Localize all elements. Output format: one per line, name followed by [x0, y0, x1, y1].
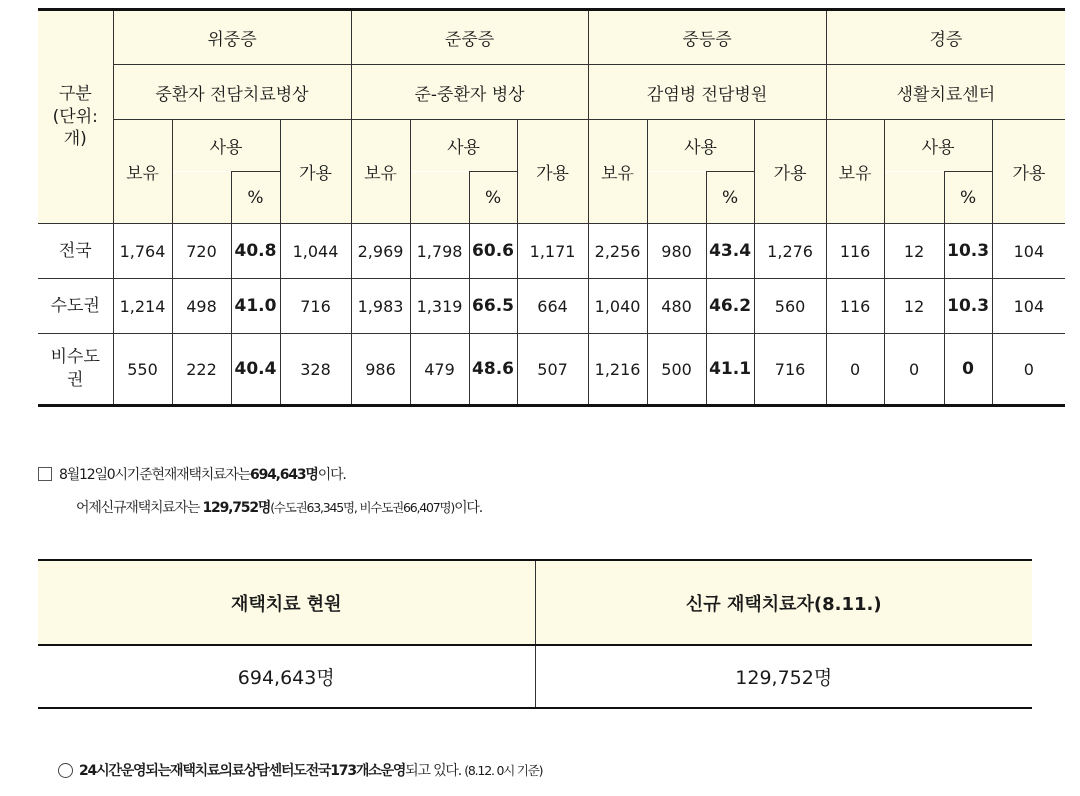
value-current-patients: 694,643명 — [38, 645, 535, 708]
table-cell: 1,983 — [351, 279, 410, 334]
table-cell: 2,256 — [588, 224, 647, 279]
header-current-patients: 재택치료 현원 — [38, 560, 535, 645]
note-new-label: 어제신규재택치료자는 — [76, 500, 200, 516]
table-cell: 40.4 — [231, 334, 280, 406]
col-pct: % — [469, 172, 517, 224]
table-cell: 10.3 — [944, 224, 992, 279]
table-cell: 1,171 — [517, 224, 588, 279]
table-cell: 1,216 — [588, 334, 647, 406]
table-cell: 500 — [647, 334, 706, 406]
col-avail: 가용 — [992, 120, 1065, 224]
notes-block — [38, 464, 482, 517]
col-avail: 가용 — [754, 120, 826, 224]
table-cell: 41.0 — [231, 279, 280, 334]
col-used-count-spacer — [410, 172, 469, 224]
col-hold: 보유 — [588, 120, 647, 224]
col-used-count-spacer — [647, 172, 706, 224]
table-cell: 0 — [992, 334, 1065, 406]
group-label-cell: 구분 (단위: 개) — [38, 10, 113, 224]
col-hold: 보유 — [351, 120, 410, 224]
table-cell: 40.8 — [231, 224, 280, 279]
table-cell: 720 — [172, 224, 231, 279]
table-cell: 1,214 — [113, 279, 172, 334]
table-cell: 66.5 — [469, 279, 517, 334]
severity-header-mild: 경증 — [826, 10, 1065, 65]
region-label: 수도권 — [38, 279, 113, 334]
note-line-new — [38, 497, 482, 517]
table-cell: 41.1 — [706, 334, 754, 406]
footer-rest-text: 되고 있다. — [405, 763, 461, 779]
table-cell: 222 — [172, 334, 231, 406]
facility-header-semi-icu: 준-중환자 병상 — [351, 65, 588, 120]
table-cell: 60.6 — [469, 224, 517, 279]
table-cell: 498 — [172, 279, 231, 334]
table-cell: 2,969 — [351, 224, 410, 279]
col-used: 사용 — [172, 120, 280, 172]
facility-header-icu: 중환자 전담치료병상 — [113, 65, 351, 120]
table-cell: 1,040 — [588, 279, 647, 334]
value-new-patients: 129,752명 — [535, 645, 1032, 708]
table-cell: 43.4 — [706, 224, 754, 279]
table-cell: 1,798 — [410, 224, 469, 279]
note-line2-end: 이다. — [454, 500, 482, 516]
footer-bold-text: 24시간운영되는재택치료의료상담센터도전국173개소운영 — [79, 763, 406, 779]
table-cell: 1,764 — [113, 224, 172, 279]
facility-header-hospital: 감염병 전담병원 — [588, 65, 826, 120]
table-cell: 560 — [754, 279, 826, 334]
table-row — [38, 334, 1065, 406]
table-cell: 479 — [410, 334, 469, 406]
col-used: 사용 — [647, 120, 754, 172]
facility-header-center: 생활치료센터 — [826, 65, 1065, 120]
col-hold: 보유 — [113, 120, 172, 224]
table-cell: 1,319 — [410, 279, 469, 334]
home-treatment-table — [38, 559, 1032, 709]
table-cell: 1,044 — [280, 224, 351, 279]
col-pct: % — [231, 172, 280, 224]
table-cell: 104 — [992, 224, 1065, 279]
severity-header-moderate: 중등증 — [588, 10, 826, 65]
table-cell: 116 — [826, 224, 884, 279]
note-line-current — [38, 464, 482, 484]
col-avail: 가용 — [517, 120, 588, 224]
checkbox-icon — [38, 467, 52, 481]
table-cell: 716 — [280, 279, 351, 334]
table-cell: 10.3 — [944, 279, 992, 334]
table-cell: 328 — [280, 334, 351, 406]
col-hold: 보유 — [826, 120, 884, 224]
circle-bullet-icon — [58, 763, 73, 778]
table-cell: 507 — [517, 334, 588, 406]
bed-status-table — [38, 8, 1065, 407]
table-cell: 12 — [884, 279, 944, 334]
col-pct: % — [944, 172, 992, 224]
col-pct: % — [706, 172, 754, 224]
footer-reference: (8.12. 0시 기준) — [464, 763, 543, 778]
table-cell: 0 — [944, 334, 992, 406]
table-row — [38, 279, 1065, 334]
table-cell: 664 — [517, 279, 588, 334]
col-used: 사용 — [884, 120, 992, 172]
col-used-count-spacer — [884, 172, 944, 224]
note-new-count: 129,752명 — [202, 500, 271, 516]
col-used-count-spacer — [172, 172, 231, 224]
table-cell: 716 — [754, 334, 826, 406]
severity-header-critical: 위중증 — [113, 10, 351, 65]
col-used: 사용 — [410, 120, 517, 172]
table-cell: 46.2 — [706, 279, 754, 334]
table-cell: 480 — [647, 279, 706, 334]
note-current-label: 현재재택치료자는 — [151, 467, 251, 483]
table-cell: 986 — [351, 334, 410, 406]
region-label: 비수도 권 — [38, 334, 113, 406]
table-cell: 0 — [884, 334, 944, 406]
region-label: 전국 — [38, 224, 113, 279]
note-new-detail: (수도권63,345명, 비수도권66,407명) — [270, 500, 455, 515]
table-cell: 1,276 — [754, 224, 826, 279]
table-cell: 12 — [884, 224, 944, 279]
header-new-patients: 신규 재택치료자(8.11.) — [535, 560, 1032, 645]
table-cell: 550 — [113, 334, 172, 406]
note-current-count: 694,643명 — [250, 467, 318, 483]
col-avail: 가용 — [280, 120, 351, 224]
table-cell: 116 — [826, 279, 884, 334]
table-cell: 0 — [826, 334, 884, 406]
severity-header-semi-critical: 준중증 — [351, 10, 588, 65]
table-cell: 980 — [647, 224, 706, 279]
note-line1-end: 이다. — [317, 467, 346, 483]
note-date: 8월12일0시기준 — [59, 467, 152, 483]
table-row — [38, 224, 1065, 279]
table-cell: 104 — [992, 279, 1065, 334]
footer-note — [58, 760, 542, 780]
table-cell: 48.6 — [469, 334, 517, 406]
